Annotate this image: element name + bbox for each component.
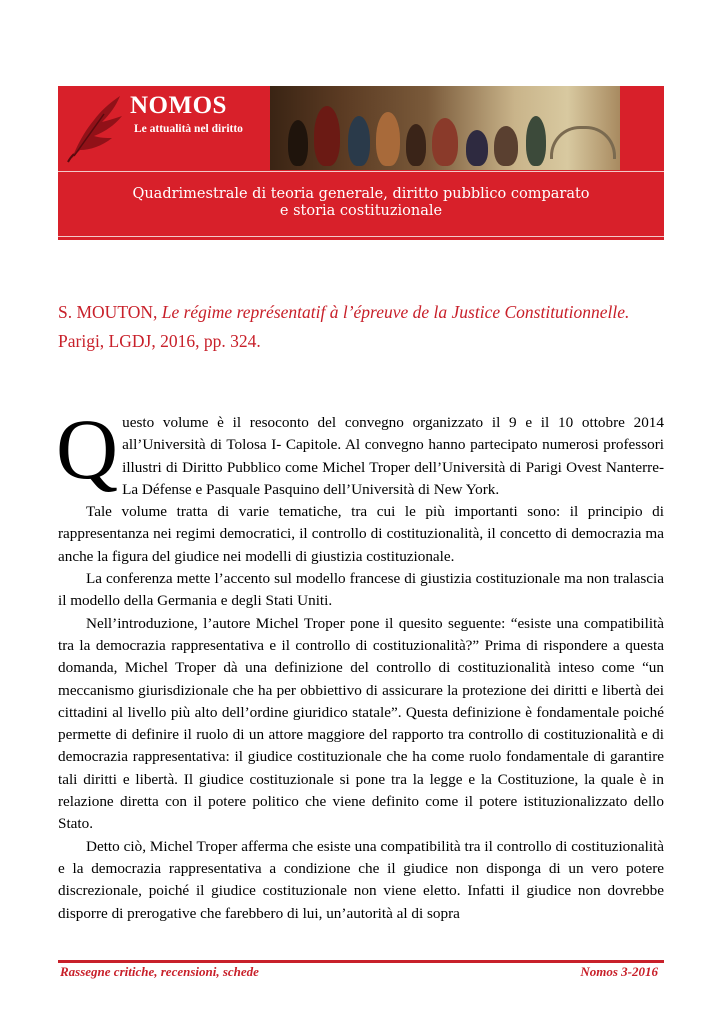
citation-author: S. MOUTON, bbox=[58, 302, 162, 322]
historical-painting bbox=[270, 86, 620, 170]
banner-divider-top bbox=[58, 171, 664, 172]
brand-tagline: Le attualità nel diritto bbox=[134, 123, 243, 135]
paragraph: Tale volume tratta di varie tematiche, tra cui le più importanti sono: il principio di rappresentanza nei regimi democratici, il controllo di costituzionalità, il concetto di democrazia ma anche la figura del giudice nei modelli di giustizia costituzionale. bbox=[58, 503, 664, 565]
paragraph bbox=[56, 401, 664, 501]
drop-cap: Q bbox=[56, 401, 119, 497]
citation-publication: Parigi, LGDJ, 2016, pp. 324. bbox=[58, 331, 261, 351]
paragraph: Detto ciò, Michel Troper afferma che esiste una compatibilità tra il controllo di costituzionalità e la democrazia rappresentativa a condizione che il giudice non disponga di un vero potere discrezionale, poiché il giudice costituzionale non viene eletto. Infatti il giudice non dovrebbe disporre di prerogative che farebbero di lui, un’autorità al di sopra bbox=[58, 837, 664, 922]
brand-name: NOMOS bbox=[130, 92, 227, 119]
subtitle-line-1: Quadrimestrale di teoria generale, diritto pubblico comparato bbox=[132, 186, 590, 202]
footer-section: Rassegne critiche, recensioni, schede bbox=[60, 964, 259, 979]
paragraph: La conferenza mette l’accento sul modello francese di giustizia costituzionale ma non tralascia il modello della Germania e degli Stati Uniti. bbox=[58, 570, 664, 610]
review-citation bbox=[58, 298, 664, 356]
banner-divider-bottom bbox=[58, 236, 664, 237]
subtitle-line-2: e storia costituzionale bbox=[279, 203, 443, 219]
review-body bbox=[56, 401, 664, 925]
journal-subtitle bbox=[58, 186, 664, 220]
quill-icon bbox=[64, 92, 126, 164]
header-banner bbox=[58, 86, 664, 240]
paragraph: Nell’introduzione, l’autore Michel Troper pone il quesito seguente: “esiste una compatibilità tra la democrazia rappresentativa e il controllo di costituzionalità?” Prima di rispondere a questa domanda, Michel Troper dà una definizione del controllo di costituzionalità inteso come “un meccanismo giurisdizionale che ha per obbiettivo di assicurare la protezione dei diritti e libertà dei cittadini al livello più alto dell’ordine giuridico statale”. Questa definizione è fondamentale poiché permette di definire il ruolo di un attore maggiore del rapporto tra controllo di costituzionalità e di democrazia rappresentativa: il giudice costituzionale che ha come ruolo fondamentale di garantire tali diritti e libertà. Il giudice costituzionale si pone tra la legge e la Costituzione, la quale è in relazione diretta con il potere politico che viene definito come il potere istituzionalizzato dello Stato. bbox=[58, 614, 664, 833]
paragraph-text: uesto volume è il resoconto del convegno organizzato il 9 e il 10 ottobre 2014 all’Università di Tolosa I- Capitole. Al convegno hanno partecipato numerosi professori illustri di Diritto Pubblico come Michel Troper dell’Università di Parigi Ovest Nanterre-La Défense e Pasquale Pasquino dell’Università di New York. bbox=[122, 414, 664, 498]
logo bbox=[58, 86, 270, 170]
page-footer bbox=[58, 960, 664, 985]
footer-issue: Nomos 3-2016 bbox=[580, 964, 658, 979]
citation-title: Le régime représentatif à l’épreuve de la Justice Constitutionnelle. bbox=[161, 302, 630, 322]
